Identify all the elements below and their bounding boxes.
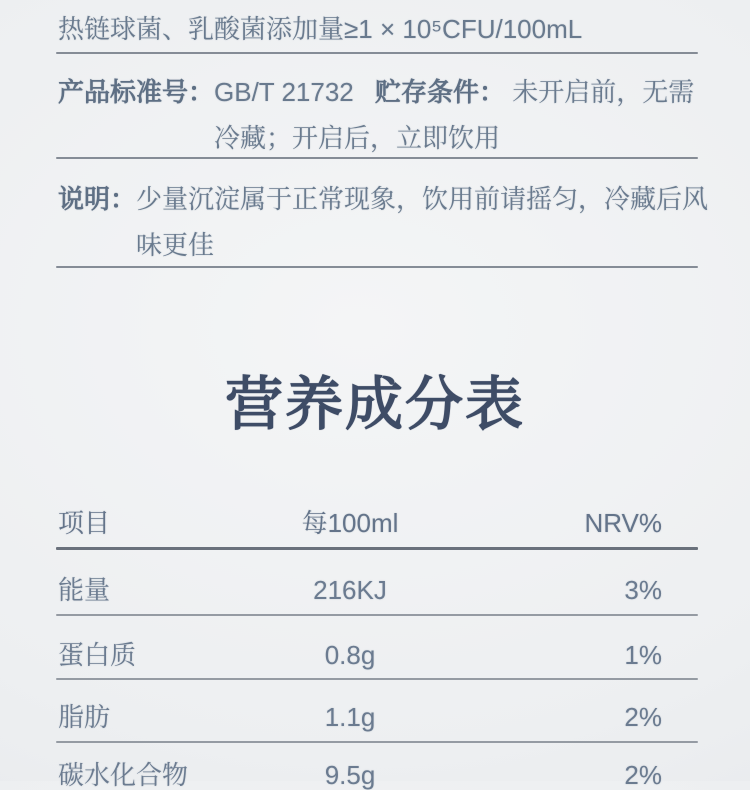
table-row-fat [58, 702, 698, 732]
table-row-divider [56, 741, 698, 743]
cell-nrv-percent: 2% [624, 702, 662, 732]
note-label: 说明： [58, 184, 137, 214]
cell-nutrient-name: 脂肪 [58, 702, 111, 732]
nutrition-title: 营养成分表 [224, 372, 525, 437]
cell-nrv-percent: 1% [624, 640, 662, 670]
cell-nutrient-name: 碳水化合物 [58, 760, 189, 790]
standard-storage-lines [214, 69, 702, 161]
table-header-divider [56, 547, 698, 550]
cell-amount: 9.5g [324, 760, 376, 790]
table-row-protein [58, 640, 698, 670]
culture-content-line: 热链球菌、乳酸菌添加量≥1 × 10⁵CFU/100mL [58, 14, 583, 44]
table-row-carbohydrate [58, 760, 698, 790]
standard-number-value: GB/T 21732 [214, 77, 354, 107]
table-row-energy [58, 575, 698, 605]
table-row-divider [56, 614, 698, 616]
note-line-1: 少量沉淀属于正常现象，饮用前请摇匀，冷藏后风 [136, 184, 709, 214]
table-header-row [58, 508, 698, 538]
section-divider [56, 266, 698, 268]
standard-storage-paragraph [58, 69, 702, 161]
header-cell-item: 项目 [58, 508, 111, 538]
cell-nrv-percent: 3% [624, 575, 662, 605]
header-cell-nrv: NRV% [584, 508, 662, 538]
cell-amount: 216KJ [313, 575, 387, 605]
cell-amount: 1.1g [324, 702, 376, 732]
storage-condition-value-2: 冷藏；开启后，立即饮用 [214, 123, 501, 153]
section-divider [56, 157, 698, 159]
cell-nrv-percent: 2% [624, 760, 662, 790]
cell-amount: 0.8g [324, 640, 376, 670]
storage-condition-label: 贮存条件： [374, 77, 505, 107]
note-lines [136, 176, 708, 268]
product-standard-label: 产品标准号： [58, 77, 215, 107]
standard-storage-line-1 [214, 69, 702, 115]
storage-condition-value-1: 未开启前，无需 [512, 77, 695, 107]
cell-nutrient-name: 蛋白质 [58, 640, 137, 670]
table-row-divider [56, 678, 698, 680]
note-paragraph [58, 176, 709, 268]
note-line-2: 味更佳 [136, 230, 215, 260]
header-cell-per-100ml: 每100ml [301, 508, 399, 538]
section-divider [56, 52, 698, 54]
cell-nutrient-name: 能量 [58, 575, 111, 605]
